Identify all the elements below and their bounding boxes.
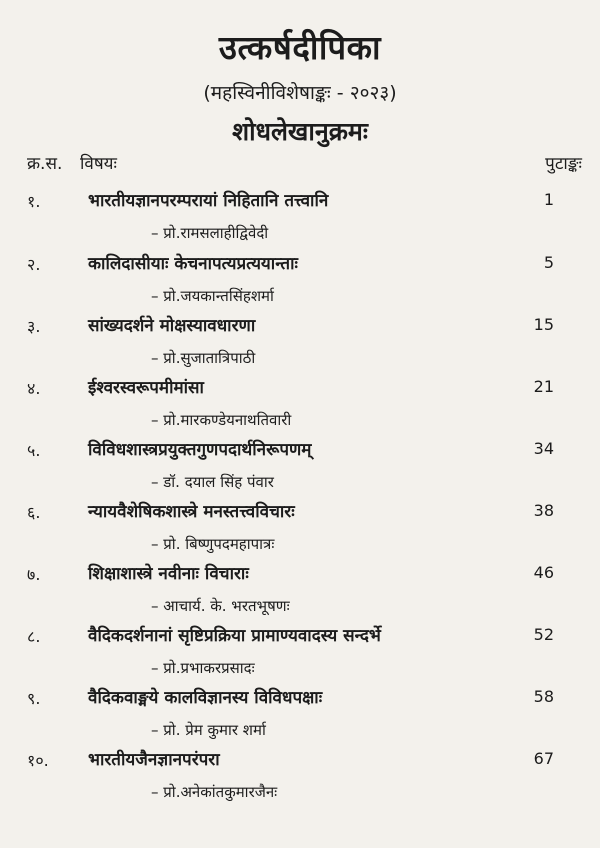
entry-page: 1 (543, 190, 554, 209)
entry-number: १०. (27, 751, 49, 770)
entry-number: ७. (27, 565, 41, 584)
column-serial-header: क्र.स. (27, 154, 63, 174)
entry-author: – प्रो.अनेकांतकुमारजैनः (151, 783, 278, 801)
entry-title: विविधशास्त्रप्रयुक्तगुणपदार्थनिरूपणम् (88, 440, 312, 460)
toc-entry (0, 253, 600, 319)
contents-heading: शोधलेखानुक्रमः (232, 117, 368, 146)
entry-number: ३. (27, 317, 41, 336)
entry-page: 52 (533, 625, 554, 644)
entry-title: ईश्वरस्वरूपमीमांसा (88, 378, 204, 398)
entry-title: शिक्षाशास्त्रे नवीनाः विचाराः (88, 564, 249, 584)
entry-title: सांख्यदर्शने मोक्षस्यावधारणा (88, 316, 256, 336)
toc-entry (0, 625, 600, 691)
toc-entry (0, 315, 600, 381)
entry-title: वैदिकदर्शनानां सृष्टिप्रक्रिया प्रामाण्यवादस्य सन्दर्भे (88, 626, 381, 646)
entry-page: 15 (533, 315, 554, 334)
entry-author: – प्रो. बिष्णुपदमहापात्रः (151, 535, 275, 553)
toc-entry (0, 501, 600, 567)
entry-page: 21 (533, 377, 554, 396)
entry-page: 46 (533, 563, 554, 582)
entry-page: 58 (533, 687, 554, 706)
issue-subtitle: (महस्विनीविशेषाङ्कः - २०२३) (203, 82, 397, 104)
entry-author: – प्रो. प्रेम कुमार शर्मा (151, 721, 266, 739)
entry-author: – प्रो.सुजातात्रिपाठी (151, 349, 256, 367)
entry-author: – प्रो.मारकण्डेयनाथतिवारी (151, 411, 292, 429)
entry-page: 38 (533, 501, 554, 520)
entry-page: 67 (533, 749, 554, 768)
entry-author: – प्रो.रामसलाहीद्विवेदी (151, 224, 269, 242)
column-page-header: पुटाङ्कः (545, 154, 582, 174)
entry-number: ९. (27, 689, 41, 708)
entry-page: 5 (543, 253, 554, 272)
entry-author: – प्रो.जयकान्तसिंहशर्मा (151, 287, 274, 305)
toc-entry (0, 687, 600, 753)
entry-author: – प्रो.प्रभाकरप्रसादः (151, 659, 255, 677)
toc-entry (0, 563, 600, 629)
entry-title: कालिदासीयाः केचनापत्यप्रत्ययान्ताः (88, 254, 298, 274)
entry-number: २. (27, 255, 41, 274)
toc-entry (0, 439, 600, 505)
toc-entry (0, 377, 600, 443)
entry-title: वैदिकवाङ्मये कालविज्ञानस्य विविधपक्षाः (88, 688, 323, 708)
column-subject-header: विषयः (80, 154, 117, 174)
entry-number: ८. (27, 627, 41, 646)
entry-author: – डॉ. दयाल सिंह पंवार (151, 473, 274, 491)
entry-title: भारतीयजैनज्ञानपरंपरा (88, 750, 220, 770)
entry-number: १. (27, 192, 41, 211)
entry-author: – आचार्य. के. भरतभूषणः (151, 597, 290, 615)
entry-title: भारतीयज्ञानपरम्परायां निहितानि तत्त्वानि (88, 191, 329, 211)
entry-title: न्यायवैशेषिकशास्त्रे मनस्तत्त्वविचारः (88, 502, 295, 522)
entry-number: ६. (27, 503, 41, 522)
entry-number: ४. (27, 379, 41, 398)
journal-title: उत्कर्षदीपिका (218, 28, 382, 67)
toc-entry (0, 190, 600, 256)
entry-page: 34 (533, 439, 554, 458)
entry-number: ५. (27, 441, 41, 460)
toc-entry (0, 749, 600, 815)
